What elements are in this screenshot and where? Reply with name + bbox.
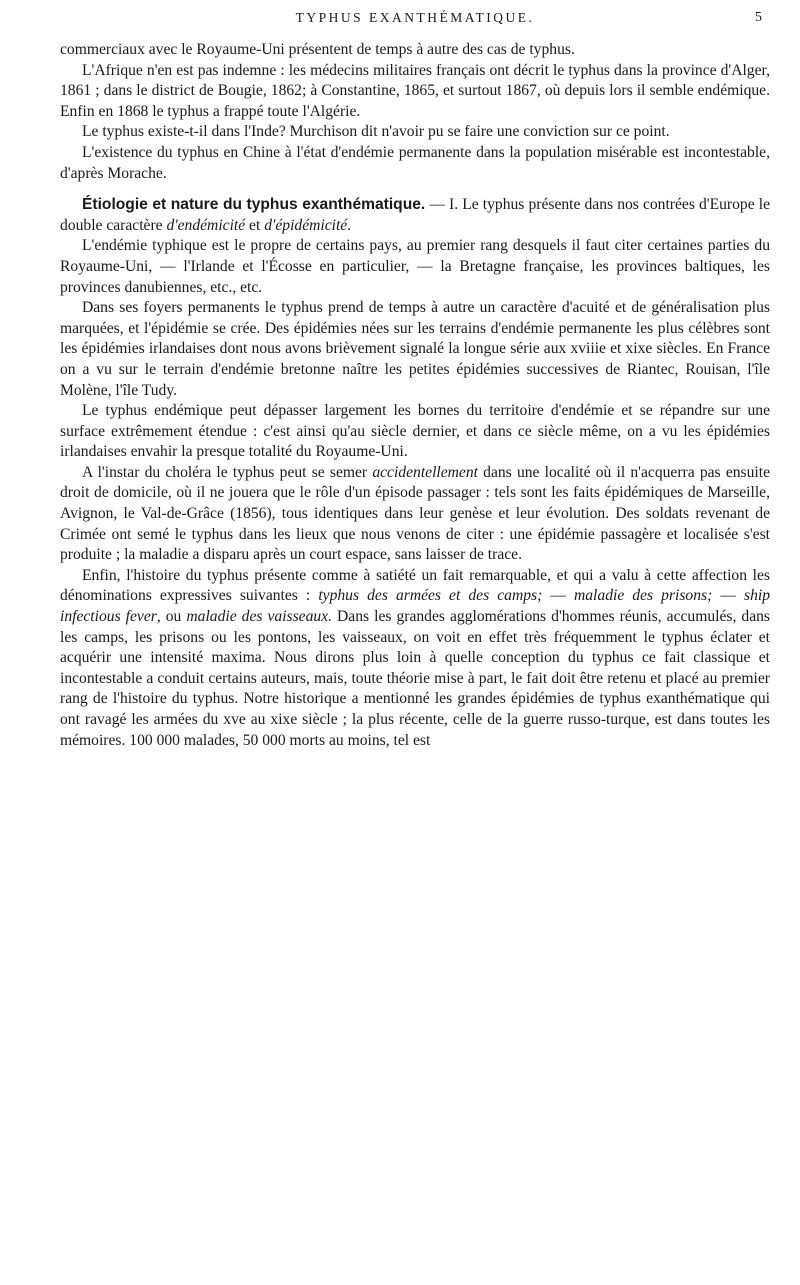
paragraph: Le typhus endémique peut dépasser largement les bornes du territoire d'endémie et se répandre sur une surface extrêmement étendue : c'est ainsi qu'au siècle dernier, et dans ce siècle même, on a vu les épidémies irlandaises envahir la presque totalité du Royaume-Uni. xyxy=(60,402,770,461)
italic-term: maladie des prisons; xyxy=(574,587,713,605)
section-heading: Étiologie et nature du typhus exanthématique. xyxy=(82,196,426,214)
text-run: Enfin, l'histoire du typhus présente comme à satiété un fait remarquable, et qui a valu à cette affection les dénominations expressives suivantes : xyxy=(60,566,770,605)
italic-term: typhus des armées et des camps; xyxy=(318,587,543,605)
paragraph xyxy=(60,463,770,566)
running-head-title: TYPHUS EXANTHÉMATIQUE. xyxy=(295,10,535,25)
text-run: Dans les grandes agglomérations d'hommes réunis, accumulés, dans les camps, les prisons ou les pontons, les vaisseaux, on voit en effet très fréquemment le typhus éclater et acquérir une intensité maxima. Nous dirons plus loin à quelle conception du typhus ce fait classique et incontestable a conduit certains auteurs, mais, toute théorie mise à part, le fait doit être retenu et placé au premier rang de l'histoire du typhus. Notre historique a mentionné les grandes épidémies de typhus exanthématique qui ont ravagé les armées du xve au xixe siècle ; la plus récente, celle de la guerre russo-turque, est dans toutes les mémoires. 100 000 malades, 50 000 morts au moins, tel est xyxy=(60,608,770,749)
page-body xyxy=(60,40,770,751)
text-run: dans une localité où il n'acquerra pas ensuite droit de domicile, où il ne jouera que le rôle d'un épisode passager : tels sont les faits épidémiques de Marseille, Avignon, le Val-de-Grâce (1856), tous identiques dans leur genèse et leur évolution. Des soldats revenant de Crimée ont semé le typhus dans les lieux que nous venons de citer : une épidémie passagère et localisée s'est produite ; la maladie a disparu après un court espace, sans laisser de trace. xyxy=(60,463,770,564)
paragraph: L'Afrique n'en est pas indemne : les médecins militaires français ont décrit le typhus dans la province d'Alger, 1861 ; dans le district de Bougie, 1862; à Constantine, 1865, et surtout 1867, où depuis lors il semble endémique. Enfin en 1868 le typhus a frappé toute l'Algérie. xyxy=(60,61,770,120)
italic-term: accidentellement xyxy=(372,463,478,481)
text-run: — I. Le typhus présente dans nos contrées d'Europe le double caractère xyxy=(60,196,770,234)
paragraph: L'existence du typhus en Chine à l'état d'endémie permanente dans la population misérable est incontestable, d'après Morache. xyxy=(60,143,770,182)
running-head xyxy=(60,10,770,30)
paragraph: Le typhus existe-t-il dans l'Inde? Murchison dit n'avoir pu se faire une conviction sur ce point. xyxy=(82,123,670,141)
text-run: et xyxy=(245,216,265,234)
text-run: — xyxy=(712,587,745,605)
paragraph: Dans ses foyers permanents le typhus prend de temps à autre un caractère d'acuité et de généralisation plus marquées, et l'épidémie se crée. Des épidémies nées sur les terrains d'endémie permanente les plus célèbres sont les épidémies irlandaises dont nous avons brièvement signalé la longue série aux xviiie et xixe siècles. En France on a vu sur le terrain d'endémie bretonne naître les petites épidémies successives de Riantec, Rouisan, l'île Molène, l'île Tudy. xyxy=(60,299,770,399)
paragraph xyxy=(60,566,770,751)
italic-term: d'endémicité xyxy=(166,216,246,234)
text-run: . xyxy=(347,216,352,234)
text-run: — xyxy=(542,587,574,605)
page-number: 5 xyxy=(755,10,762,25)
text-run: , ou xyxy=(156,608,187,626)
section-paragraph xyxy=(60,195,770,236)
italic-term: maladie des vaisseaux. xyxy=(186,608,332,626)
paragraph: commerciaux avec le Royaume-Uni présentent de temps à autre des cas de typhus. xyxy=(60,41,575,58)
paragraph: L'endémie typhique est le propre de certains pays, au premier rang desquels il faut citer certaines parties du Royaume-Uni, — l'Irlande et l'Écosse en particulier, — la Bretagne française, les provinces baltiques, les provinces danubiennes, etc., etc. xyxy=(60,237,770,296)
text-run: A l'instar du choléra le typhus peut se semer xyxy=(82,463,373,481)
italic-term: d'épidémicité xyxy=(264,216,348,234)
italic-term: ship infectious fever xyxy=(60,587,771,626)
